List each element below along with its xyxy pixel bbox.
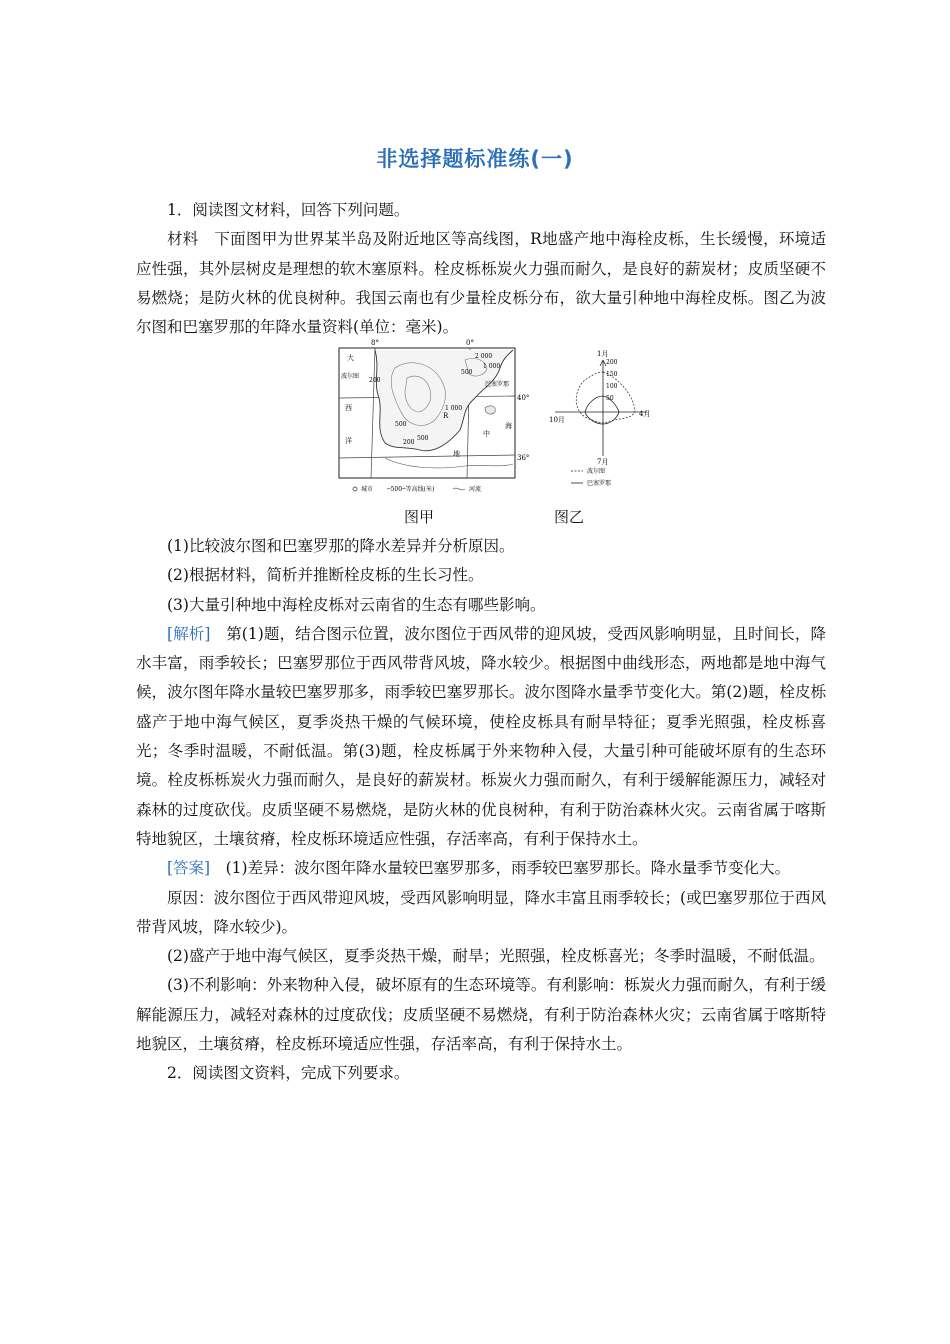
answer-1-reason: 原因：波尔图位于西风带迎风坡，受西风影响明显，降水丰富且雨季较长；(或巴塞罗那位于西风带背风坡，降水较少)。 <box>136 888 826 936</box>
map-label: 500 <box>417 435 429 442</box>
map-label: 西 <box>345 404 352 412</box>
map-figure-a <box>339 339 529 493</box>
island <box>485 406 495 414</box>
q2-intro: 2．阅读图文资料，完成下列要求。 <box>167 1064 410 1083</box>
map-label: 1 000 <box>445 405 463 412</box>
map-label: 洋 <box>345 437 352 445</box>
scale-label: 100 <box>606 383 618 390</box>
lat-label: 36° <box>517 454 530 462</box>
fig-b-caption: 图乙 <box>554 508 585 526</box>
map-label: 200 <box>403 439 415 446</box>
scale-label: 150 <box>606 371 618 378</box>
map-label: R <box>443 412 449 420</box>
map-label: 500 <box>461 369 473 376</box>
legend-label: 河流 <box>469 486 482 493</box>
scale-label: 50 <box>606 395 614 402</box>
river-icon <box>453 488 465 490</box>
map-label: 海 <box>505 422 512 430</box>
radar-legend: 巴塞罗那 <box>587 480 612 487</box>
month-label: 1月 <box>597 350 609 358</box>
q1-intro: 1．阅读图文材料，回答下列问题。 <box>167 201 410 219</box>
map-label: 巴塞罗那 <box>485 381 510 388</box>
map-label: 波尔图 <box>341 373 360 380</box>
legend-label: ─500─等高线(米) <box>387 486 435 493</box>
analysis-tag: [解析] <box>167 624 211 643</box>
answer-tag: [答案] <box>167 859 211 878</box>
answer-3: (3)不利影响：外来物种入侵，破坏原有的生态环境等。有利影响：栎炭火力强而耐久，有利于缓解能源压力，减轻对森林的过度砍伐；皮质坚硬不易燃烧，有利于防治森林火灾；云南省属于喀斯特地貌区，土壤贫瘠，栓皮栎环境适应性强，存活率高，有利于保持水土。 <box>136 976 826 1054</box>
q1-stem <box>136 196 826 342</box>
answer-2: (2)盛产于地中海气候区，夏季炎热干燥，耐旱；光照强，栓皮栎喜光；冬季时温暖，不耐低温。 <box>167 947 825 966</box>
analysis-text: 第(1)题，结合图示位置，波尔图位于西风带的迎风坡，受西风影响明显，且时间长，降水丰富，雨季较长；巴塞罗那位于西风带背风坡，降水较少。根据图中曲线形态，两地都是地中海气候，波尔图年降水量较巴塞罗那多，雨季较巴塞罗那长。波尔图降水量季节变化大。第(2)题，栓皮栎盛产于地中海气候区，夏季炎热干燥的气候环境，使栓皮栎具有耐旱特征；夏季光照强，栓皮栎喜光；冬季时温暖，不耐低温。第(3)题，栓皮栎属于外来物种入侵，大量引种可能破坏原有的生态环境。栓皮栎栎炭火力强而耐久，是良好的薪炭材。栎炭火力强而耐久，有利于缓解能源压力，减轻对森林的过度砍伐。皮质坚硬不易燃烧，是防火林的优良树种，有利于防治森林火灾。云南省属于喀斯特地貌区，土壤贫瘠，栓皮栎环境适应性强，存活率高，有利于保持水土。 <box>136 624 826 848</box>
month-label: 4月 <box>639 410 651 418</box>
map-label: 中 <box>483 430 490 438</box>
q1-body <box>136 532 826 1089</box>
map-label: 500 <box>395 421 407 428</box>
city-icon <box>353 487 357 491</box>
q1-material: 材料 下面图甲为世界某半岛及附近地区等高线图，R地盛产地中海栓皮栎，生长缓慢，环境适应性强，其外层树皮是理想的软木塞原料。栓皮栎栎炭火力强而耐久，是良好的薪炭材；皮质坚硬不易燃烧；是防火林的优良树种。我国云南也有少量栓皮栎分布，欲大量引种地中海栓皮栎。图乙为波尔图和巴塞罗那的年降水量资料(单位：毫米)。 <box>136 230 826 337</box>
answer-1-text: (1)差异：波尔图年降水量较巴塞罗那多，雨季较巴塞罗那长。降水量季节变化大。 <box>225 859 791 878</box>
question-3: (3)大量引种地中海栓皮栎对云南省的生态有哪些影响。 <box>167 595 546 614</box>
map-label: 大 <box>347 354 354 362</box>
map-label: 1 000 <box>483 363 501 370</box>
radar-figure-b <box>549 350 650 487</box>
question-1: (1)比较波尔图和巴塞罗那的降水差异并分析原因。 <box>167 537 515 555</box>
scale-label: 200 <box>606 359 618 366</box>
analysis-paragraph <box>136 620 826 854</box>
month-label: 10月 <box>549 416 565 424</box>
question-2: (2)根据材料，简析并推断栓皮栎的生长习性。 <box>167 566 484 585</box>
fig-a-caption: 图甲 <box>404 508 435 526</box>
month-label: 7月 <box>597 458 609 466</box>
map-label: 2 000 <box>475 353 493 360</box>
lon-label: 8° <box>371 339 379 347</box>
lat-label: 40° <box>517 394 530 402</box>
legend-label: 城市 <box>361 486 374 493</box>
series-barcelona <box>585 396 619 424</box>
map-label: 地 <box>453 450 460 458</box>
answer-paragraph-1 <box>136 854 826 883</box>
radar-legend: 波尔图 <box>587 468 606 475</box>
lon-label: 0° <box>466 339 474 347</box>
page-title: 非选择题标准练(一) <box>376 147 574 171</box>
figure-maps <box>335 338 651 493</box>
map-label: 200 <box>369 377 381 384</box>
